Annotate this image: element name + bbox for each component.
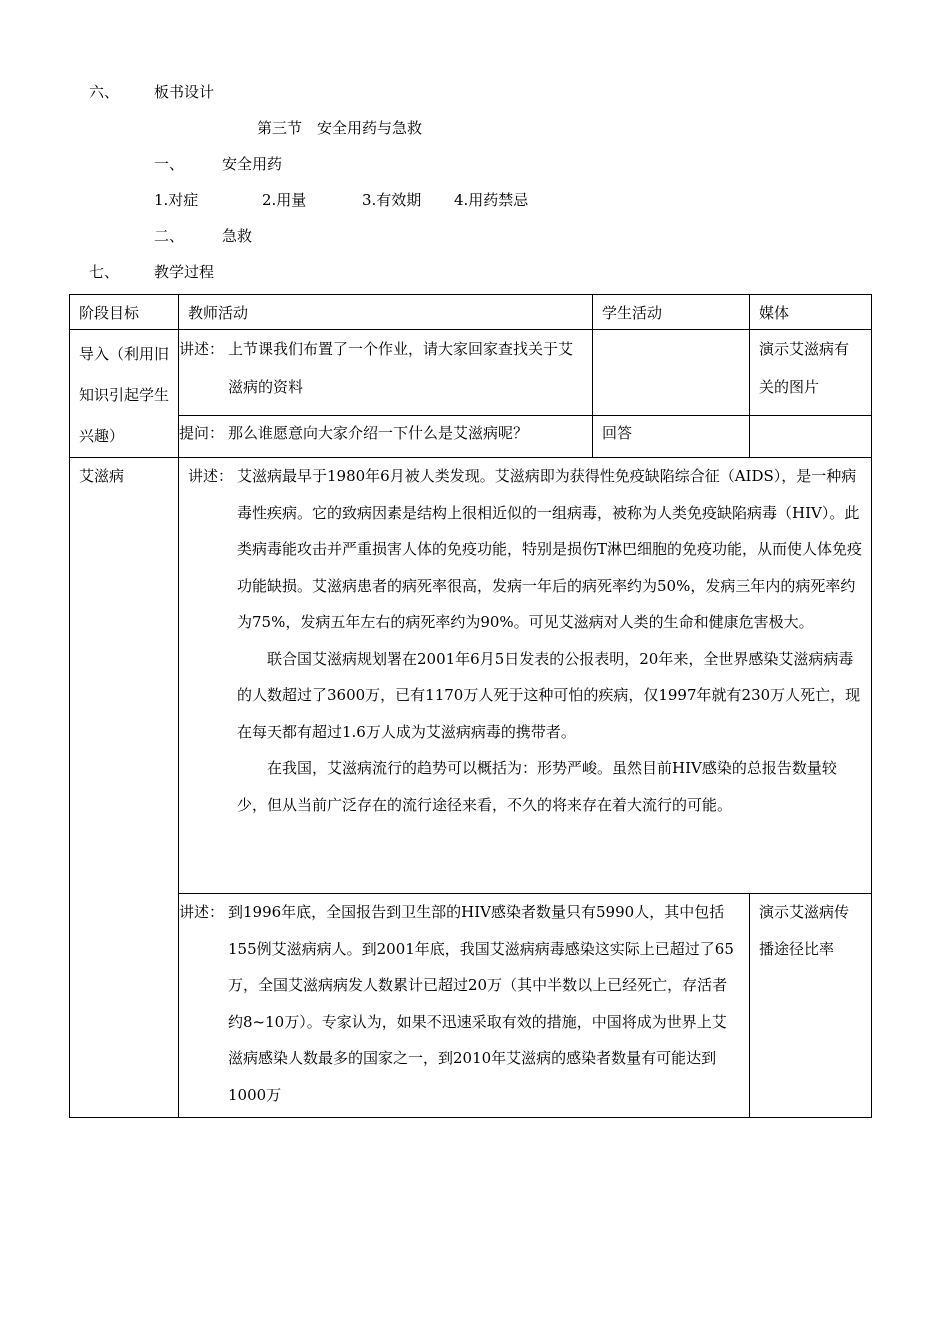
- part-one-number: 一、: [154, 155, 185, 173]
- stage-intro: 导入（利用旧知识引起学生兴趣）: [79, 345, 170, 445]
- question-text: 那么谁愿意向大家介绍一下什么是艾滋病呢？: [228, 423, 529, 442]
- activity-text: 上节课我们布置了一个作业，请大家回家查找关于艾滋病的资料: [228, 340, 574, 396]
- part-one-title: 安全用药: [222, 155, 283, 173]
- un-report-paragraph: 联合国艾滋病规划署在2001年6月5日发表的公报表明，20年来，全世界感染艾滋病病毒的人数超过了3600万，已有1170万人死于这种可怕的疾病，仅1997年就有230万人死亡，现在每天都有超过1.6万人成为艾滋病病毒的携带者。: [237, 649, 861, 741]
- board-design-heading: 板书设计: [154, 83, 215, 101]
- table-row: [70, 330, 872, 416]
- stage-aids: 艾滋病: [79, 467, 125, 485]
- question-label: 提问：: [179, 423, 225, 442]
- media-transmission: 演示艾滋病传播途径比率: [759, 903, 850, 958]
- teaching-process-table: [69, 294, 872, 1118]
- section-number-seven: 七、: [89, 263, 120, 281]
- student-activity-empty: [593, 330, 749, 338]
- teaching-process-heading: 教学过程: [154, 263, 215, 281]
- aids-intro-paragraph: [188, 458, 863, 641]
- header-media: 媒体: [759, 304, 790, 322]
- lecture-label: 讲述：: [188, 467, 234, 485]
- china-situation-paragraph: 在我国，艾滋病流行的趋势可以概括为：形势严峻。虽然目前HIV感染的总报告数量较少，但从当前广泛存在的流行途径来看，不久的将来存在着大流行的可能。: [237, 759, 837, 814]
- part-two-title: 急救: [222, 227, 253, 245]
- media-intro: 演示艾滋病有关的图片: [759, 340, 850, 396]
- table-row: [70, 415, 872, 457]
- point-item: 2.用量: [262, 191, 307, 209]
- media-empty: [750, 416, 871, 424]
- aids-intro-text: 艾滋病最早于1980年6月被人类发现。艾滋病即为获得性免疫缺陷综合征（AIDS），是一种病毒性疾病。它的致病因素是结构上很相近似的一组病毒，被称为人类免疫缺陷病毒（HIV）。此类病毒能攻击并严重损害人体的免疫功能，特别是损伤T淋巴细胞的免疫功能，从而使人体免疫功能缺损。艾滋病患者的病死率很高，发病一年后的病死率约为50%，发病三年内的病死率约为75%，发病五年左右的病死率约为90%。可见艾滋病对人类的生命和健康危害极大。: [237, 467, 863, 631]
- lecture-label: 讲述：: [179, 903, 225, 921]
- teacher-activity-statistics: [179, 894, 749, 1117]
- header-stage-goal: 阶段目标: [79, 304, 140, 322]
- header-student-activity: 学生活动: [602, 304, 663, 322]
- header-teacher-activity: 教师活动: [188, 304, 249, 322]
- student-answer: 回答: [602, 423, 633, 442]
- activity-label: 讲述：: [179, 340, 225, 358]
- teacher-activity-intro: [179, 330, 592, 406]
- board-section-title: 第三节 安全用药与急救: [257, 119, 423, 137]
- point-item: 1.对症: [154, 191, 199, 209]
- table-header-row: [70, 295, 872, 330]
- table-row: [70, 894, 872, 1118]
- part-two-number: 二、: [154, 227, 185, 245]
- teacher-activity-aids: [179, 458, 871, 823]
- statistics-text: 到1996年底，全国报告到卫生部的HIV感染者数量只有5990人，其中包括155例艾滋病病人。到2001年底，我国艾滋病病毒感染这实际上已超过了65万，全国艾滋病病发人数累计已超过20万（其中半数以上已经死亡，存活者约8~10万）。专家认为，如果不迅速采取有效的措施，中国将成为世界上艾滋病感染人数最多的国家之一，到2010年艾滋病的感染者数量有可能达到1000万: [228, 903, 734, 1104]
- table-row: [70, 458, 872, 894]
- teacher-question: [179, 416, 592, 450]
- section-number-six: 六、: [89, 83, 120, 101]
- point-item: 3.有效期: [362, 191, 422, 209]
- point-item: 4.用药禁忌: [454, 191, 529, 209]
